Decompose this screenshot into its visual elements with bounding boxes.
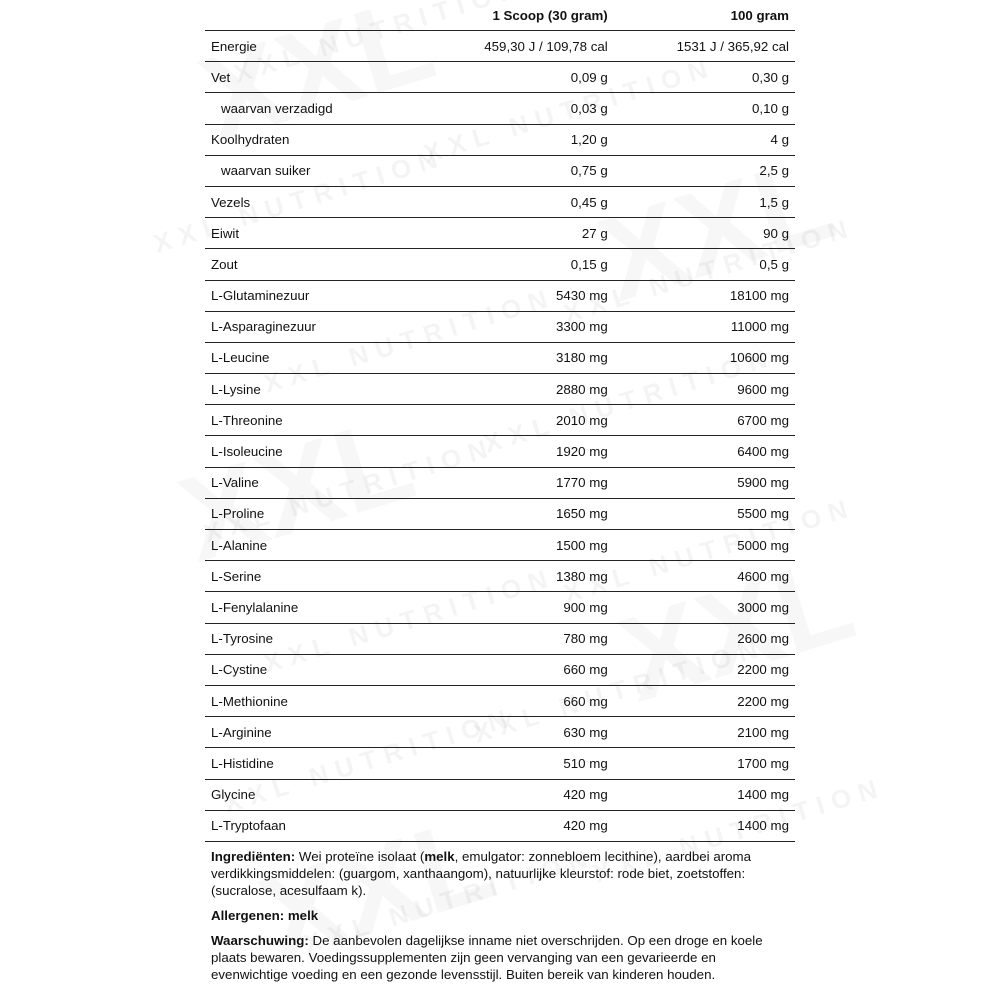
table-row — [205, 155, 795, 186]
nutrient-name: L-Threonine — [205, 405, 471, 436]
per-100g-value: 5000 mg — [614, 530, 795, 561]
nutrient-name: waarvan verzadigd — [205, 93, 471, 124]
nutrient-name: Glycine — [205, 779, 471, 810]
per-serving-value: 0,03 g — [471, 93, 614, 124]
nutrient-name: Vet — [205, 62, 471, 93]
allergens-value: melk — [284, 907, 319, 923]
nutrient-name: L-Glutaminezuur — [205, 280, 471, 311]
table-row — [205, 31, 795, 62]
per-serving-value: 5430 mg — [471, 280, 614, 311]
nutrient-name: Zout — [205, 249, 471, 280]
nutrient-name: Eiwit — [205, 218, 471, 249]
allergens-label: Allergenen: — [211, 907, 285, 923]
nutrient-name: L-Asparaginezuur — [205, 311, 471, 342]
per-serving-value: 459,30 J / 109,78 cal — [471, 31, 614, 62]
table-header-row — [205, 0, 795, 31]
table-row — [205, 311, 795, 342]
ingredients-text-b: , emulgator: zonnebloem lecithine), aardbei aroma verdikkingsmiddelen: (guargom, xanthaangom), natuurlijke kleurstof: rode biet, zoetstoffen: (sucralose, acesulfaam k). — [211, 848, 752, 898]
per-serving-value: 420 mg — [471, 810, 614, 841]
table-row — [205, 810, 795, 841]
per-100g-value: 2100 mg — [614, 717, 795, 748]
header-per-serving: 1 Scoop (30 gram) — [471, 0, 614, 31]
nutrient-name: L-Valine — [205, 467, 471, 498]
table-row — [205, 93, 795, 124]
table-row — [205, 779, 795, 810]
warning-label: Waarschuwing: — [211, 932, 309, 948]
table-row — [205, 405, 795, 436]
per-100g-value: 0,10 g — [614, 93, 795, 124]
per-100g-value: 1531 J / 365,92 cal — [614, 31, 795, 62]
table-row — [205, 467, 795, 498]
per-serving-value: 2880 mg — [471, 374, 614, 405]
per-serving-value: 1500 mg — [471, 530, 614, 561]
per-serving-value: 0,45 g — [471, 186, 614, 217]
per-serving-value: 510 mg — [471, 748, 614, 779]
warning-text: De aanbevolen dagelijkse inname niet overschrijden. Op een droge en koele plaats bewaren. Voedingssupplementen zijn geen vervanging van een gevarieerde en evenwichtige voeding en een gezonde levensstijl. Buiten bereik van kinderen houden. — [211, 932, 763, 982]
per-100g-value: 1700 mg — [614, 748, 795, 779]
ingredients-allergen: melk — [424, 848, 455, 864]
table-row — [205, 592, 795, 623]
table-row — [205, 436, 795, 467]
per-serving-value: 900 mg — [471, 592, 614, 623]
table-row — [205, 748, 795, 779]
nutrient-name: L-Alanine — [205, 530, 471, 561]
per-100g-value: 2,5 g — [614, 155, 795, 186]
per-serving-value: 1650 mg — [471, 498, 614, 529]
per-serving-value: 780 mg — [471, 623, 614, 654]
per-100g-value: 6400 mg — [614, 436, 795, 467]
ingredients-text-a: Wei proteïne isolaat ( — [295, 848, 425, 864]
per-serving-value: 630 mg — [471, 717, 614, 748]
nutrient-name: L-Serine — [205, 561, 471, 592]
nutrient-name: L-Isoleucine — [205, 436, 471, 467]
nutrient-name: L-Fenylalanine — [205, 592, 471, 623]
nutrient-name: L-Arginine — [205, 717, 471, 748]
product-notes — [205, 842, 795, 983]
table-row — [205, 654, 795, 685]
table-row — [205, 280, 795, 311]
table-row — [205, 685, 795, 716]
nutrient-name: Vezels — [205, 186, 471, 217]
table-row — [205, 623, 795, 654]
per-serving-value: 0,15 g — [471, 249, 614, 280]
per-serving-value: 27 g — [471, 218, 614, 249]
nutrient-name: L-Methionine — [205, 685, 471, 716]
per-100g-value: 1400 mg — [614, 779, 795, 810]
per-serving-value: 1,20 g — [471, 124, 614, 155]
nutrient-name: L-Lysine — [205, 374, 471, 405]
per-serving-value: 1920 mg — [471, 436, 614, 467]
ingredients-label: Ingrediënten: — [211, 848, 296, 864]
table-row — [205, 530, 795, 561]
per-serving-value: 420 mg — [471, 779, 614, 810]
table-row — [205, 717, 795, 748]
nutrient-name: Energie — [205, 31, 471, 62]
per-100g-value: 6700 mg — [614, 405, 795, 436]
nutrition-table — [205, 0, 795, 842]
table-row — [205, 124, 795, 155]
per-100g-value: 10600 mg — [614, 342, 795, 373]
per-100g-value: 0,30 g — [614, 62, 795, 93]
table-row — [205, 186, 795, 217]
warning-paragraph — [211, 932, 789, 983]
per-100g-value: 1,5 g — [614, 186, 795, 217]
per-100g-value: 4600 mg — [614, 561, 795, 592]
per-100g-value: 5900 mg — [614, 467, 795, 498]
per-serving-value: 2010 mg — [471, 405, 614, 436]
per-100g-value: 18100 mg — [614, 280, 795, 311]
per-100g-value: 5500 mg — [614, 498, 795, 529]
table-row — [205, 249, 795, 280]
nutrient-name: L-Leucine — [205, 342, 471, 373]
per-100g-value: 4 g — [614, 124, 795, 155]
per-100g-value: 1400 mg — [614, 810, 795, 841]
per-serving-value: 1380 mg — [471, 561, 614, 592]
table-row — [205, 342, 795, 373]
table-row — [205, 218, 795, 249]
nutrient-name: Koolhydraten — [205, 124, 471, 155]
per-100g-value: 9600 mg — [614, 374, 795, 405]
nutrient-name: L-Tyrosine — [205, 623, 471, 654]
per-100g-value: 11000 mg — [614, 311, 795, 342]
per-serving-value: 660 mg — [471, 654, 614, 685]
nutrient-name: L-Cystine — [205, 654, 471, 685]
table-row — [205, 374, 795, 405]
per-100g-value: 3000 mg — [614, 592, 795, 623]
per-100g-value: 0,5 g — [614, 249, 795, 280]
per-serving-value: 3180 mg — [471, 342, 614, 373]
per-serving-value: 1770 mg — [471, 467, 614, 498]
table-row — [205, 498, 795, 529]
nutrition-label — [205, 0, 795, 991]
per-serving-value: 0,09 g — [471, 62, 614, 93]
per-serving-value: 3300 mg — [471, 311, 614, 342]
per-100g-value: 2200 mg — [614, 685, 795, 716]
nutrient-name: L-Tryptofaan — [205, 810, 471, 841]
per-serving-value: 660 mg — [471, 685, 614, 716]
per-serving-value: 0,75 g — [471, 155, 614, 186]
nutrient-name: L-Proline — [205, 498, 471, 529]
ingredients-paragraph — [211, 848, 789, 899]
per-100g-value: 2200 mg — [614, 654, 795, 685]
table-body — [205, 31, 795, 842]
allergens-paragraph — [211, 907, 789, 924]
per-100g-value: 90 g — [614, 218, 795, 249]
nutrient-name: waarvan suiker — [205, 155, 471, 186]
header-nutrient — [205, 0, 471, 31]
per-100g-value: 2600 mg — [614, 623, 795, 654]
nutrient-name: L-Histidine — [205, 748, 471, 779]
table-row — [205, 561, 795, 592]
header-per-100g: 100 gram — [614, 0, 795, 31]
table-row — [205, 62, 795, 93]
